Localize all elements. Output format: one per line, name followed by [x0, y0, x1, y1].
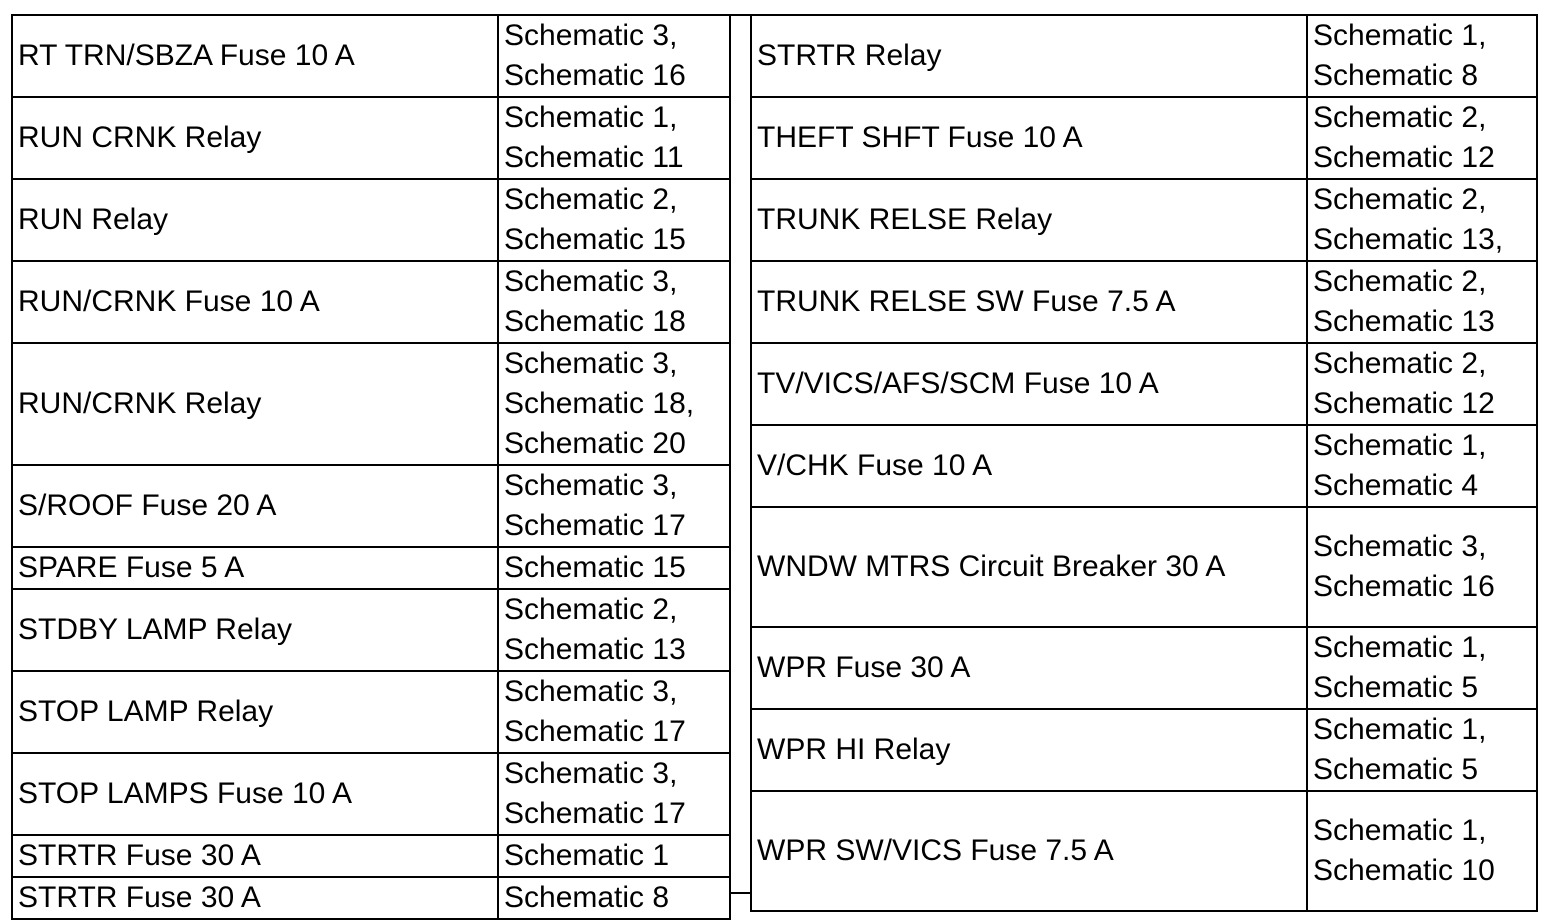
- schematic-reference-line: Schematic 12: [1313, 387, 1495, 420]
- component-name-cell: STRTR Fuse 30 A: [12, 835, 498, 877]
- schematic-reference-cell: [498, 97, 730, 179]
- schematic-reference-line: Schematic 13,: [1313, 223, 1504, 256]
- component-name-cell: WNDW MTRS Circuit Breaker 30 A: [751, 507, 1307, 627]
- component-name-cell: RUN/CRNK Fuse 10 A: [12, 261, 498, 343]
- schematic-reference-line: Schematic 15: [504, 223, 686, 256]
- schematic-reference-line: Schematic 2,: [504, 183, 678, 216]
- component-name-cell: TRUNK RELSE Relay: [751, 179, 1307, 261]
- table-row: [751, 507, 1537, 627]
- schematic-reference-line: Schematic 20: [504, 427, 686, 460]
- left-table-body: [12, 15, 730, 919]
- schematic-reference-cell: [498, 671, 730, 753]
- table-row: [12, 343, 730, 465]
- schematic-reference-line: Schematic 10: [1313, 854, 1495, 887]
- component-name-cell: SPARE Fuse 5 A: [12, 547, 498, 589]
- schematic-reference-cell: [1307, 179, 1537, 261]
- schematic-reference-line: Schematic 18,: [504, 387, 695, 420]
- component-name-cell: THEFT SHFT Fuse 10 A: [751, 97, 1307, 179]
- schematic-reference-cell: [1307, 343, 1537, 425]
- component-name-cell: RUN CRNK Relay: [12, 97, 498, 179]
- schematic-reference-cell: [498, 877, 730, 919]
- schematic-reference-line: Schematic 15: [504, 551, 686, 584]
- component-name-cell: WPR SW/VICS Fuse 7.5 A: [751, 791, 1307, 911]
- component-name-cell: S/ROOF Fuse 20 A: [12, 465, 498, 547]
- component-name-cell: RUN Relay: [12, 179, 498, 261]
- schematic-reference-line: Schematic 17: [504, 509, 686, 542]
- schematic-reference-line: Schematic 3,: [504, 347, 678, 380]
- schematic-reference-cell: [1307, 425, 1537, 507]
- schematic-reference-line: Schematic 1,: [1313, 713, 1487, 746]
- table-row: [751, 709, 1537, 791]
- schematic-reference-line: Schematic 13: [1313, 305, 1495, 338]
- component-name-cell: RUN/CRNK Relay: [12, 343, 498, 465]
- schematic-reference-line: Schematic 8: [1313, 59, 1479, 92]
- right-table-body: [751, 15, 1537, 911]
- left-component-table: [11, 14, 731, 920]
- schematic-reference-cell: [498, 835, 730, 877]
- schematic-reference-line: Schematic 3,: [504, 675, 678, 708]
- component-name-cell: TRUNK RELSE SW Fuse 7.5 A: [751, 261, 1307, 343]
- component-name-cell: WPR HI Relay: [751, 709, 1307, 791]
- schematic-reference-cell: [498, 465, 730, 547]
- schematic-reference-line: Schematic 1,: [1313, 814, 1487, 847]
- schematic-reference-cell: [498, 753, 730, 835]
- schematic-reference-line: Schematic 16: [504, 59, 686, 92]
- component-name-cell: STRTR Fuse 30 A: [12, 877, 498, 919]
- table-row: [751, 179, 1537, 261]
- schematic-reference-cell: [498, 179, 730, 261]
- schematic-reference-line: Schematic 3,: [504, 19, 678, 52]
- table-row: [12, 671, 730, 753]
- schematic-reference-cell: [1307, 261, 1537, 343]
- schematic-reference-line: Schematic 5: [1313, 671, 1479, 704]
- column-gutter: [729, 14, 750, 894]
- schematic-reference-line: Schematic 8: [504, 881, 670, 914]
- schematic-reference-cell: [1307, 507, 1537, 627]
- component-name-cell: TV/VICS/AFS/SCM Fuse 10 A: [751, 343, 1307, 425]
- schematic-reference-line: Schematic 1,: [1313, 631, 1487, 664]
- schematic-reference-line: Schematic 2,: [1313, 347, 1487, 380]
- table-row: [12, 261, 730, 343]
- schematic-reference-line: Schematic 2,: [1313, 101, 1487, 134]
- table-row: [12, 179, 730, 261]
- table-row: [751, 343, 1537, 425]
- schematic-reference-line: Schematic 16: [1313, 570, 1495, 603]
- schematic-reference-line: Schematic 3,: [504, 757, 678, 790]
- schematic-reference-line: Schematic 18: [504, 305, 686, 338]
- table-row: [751, 261, 1537, 343]
- schematic-reference-cell: [498, 343, 730, 465]
- table-row: [12, 97, 730, 179]
- component-name-cell: WPR Fuse 30 A: [751, 627, 1307, 709]
- schematic-reference-line: Schematic 3,: [1313, 530, 1487, 563]
- table-row: [12, 835, 730, 877]
- table-row: [12, 15, 730, 97]
- table-row: [751, 791, 1537, 911]
- schematic-reference-cell: [498, 15, 730, 97]
- schematic-reference-line: Schematic 1,: [504, 101, 678, 134]
- schematic-reference-cell: [1307, 15, 1537, 97]
- schematic-reference-cell: [498, 589, 730, 671]
- schematic-reference-line: Schematic 3,: [504, 265, 678, 298]
- schematic-reference-cell: [498, 261, 730, 343]
- table-row: [12, 753, 730, 835]
- schematic-reference-cell: [498, 547, 730, 589]
- schematic-reference-line: Schematic 17: [504, 715, 686, 748]
- table-row: [12, 465, 730, 547]
- component-name-cell: RT TRN/SBZA Fuse 10 A: [12, 15, 498, 97]
- component-name-cell: V/CHK Fuse 10 A: [751, 425, 1307, 507]
- schematic-reference-line: Schematic 2,: [1313, 183, 1487, 216]
- component-name-cell: STRTR Relay: [751, 15, 1307, 97]
- schematic-reference-line: Schematic 17: [504, 797, 686, 830]
- component-name-cell: STOP LAMP Relay: [12, 671, 498, 753]
- schematic-reference-line: Schematic 4: [1313, 469, 1479, 502]
- schematic-reference-line: Schematic 1,: [1313, 19, 1487, 52]
- table-row: [751, 627, 1537, 709]
- schematic-reference-cell: [1307, 97, 1537, 179]
- table-row: [751, 425, 1537, 507]
- schematic-reference-line: Schematic 2,: [504, 593, 678, 626]
- schematic-reference-line: Schematic 1,: [1313, 429, 1487, 462]
- schematic-reference-line: Schematic 5: [1313, 753, 1479, 786]
- schematic-reference-cell: [1307, 627, 1537, 709]
- table-row: [12, 877, 730, 919]
- schematic-reference-cell: [1307, 791, 1537, 911]
- component-name-cell: STOP LAMPS Fuse 10 A: [12, 753, 498, 835]
- component-name-cell: STDBY LAMP Relay: [12, 589, 498, 671]
- table-row: [751, 97, 1537, 179]
- table-row: [12, 589, 730, 671]
- schematic-reference-line: Schematic 13: [504, 633, 686, 666]
- table-row: [12, 547, 730, 589]
- schematic-reference-cell: [1307, 709, 1537, 791]
- right-component-table: [750, 14, 1538, 912]
- schematic-reference-line: Schematic 11: [504, 141, 684, 174]
- schematic-reference-line: Schematic 3,: [504, 469, 678, 502]
- schematic-reference-line: Schematic 2,: [1313, 265, 1487, 298]
- schematic-reference-line: Schematic 12: [1313, 141, 1495, 174]
- schematic-reference-line: Schematic 1: [504, 839, 670, 872]
- table-row: [751, 15, 1537, 97]
